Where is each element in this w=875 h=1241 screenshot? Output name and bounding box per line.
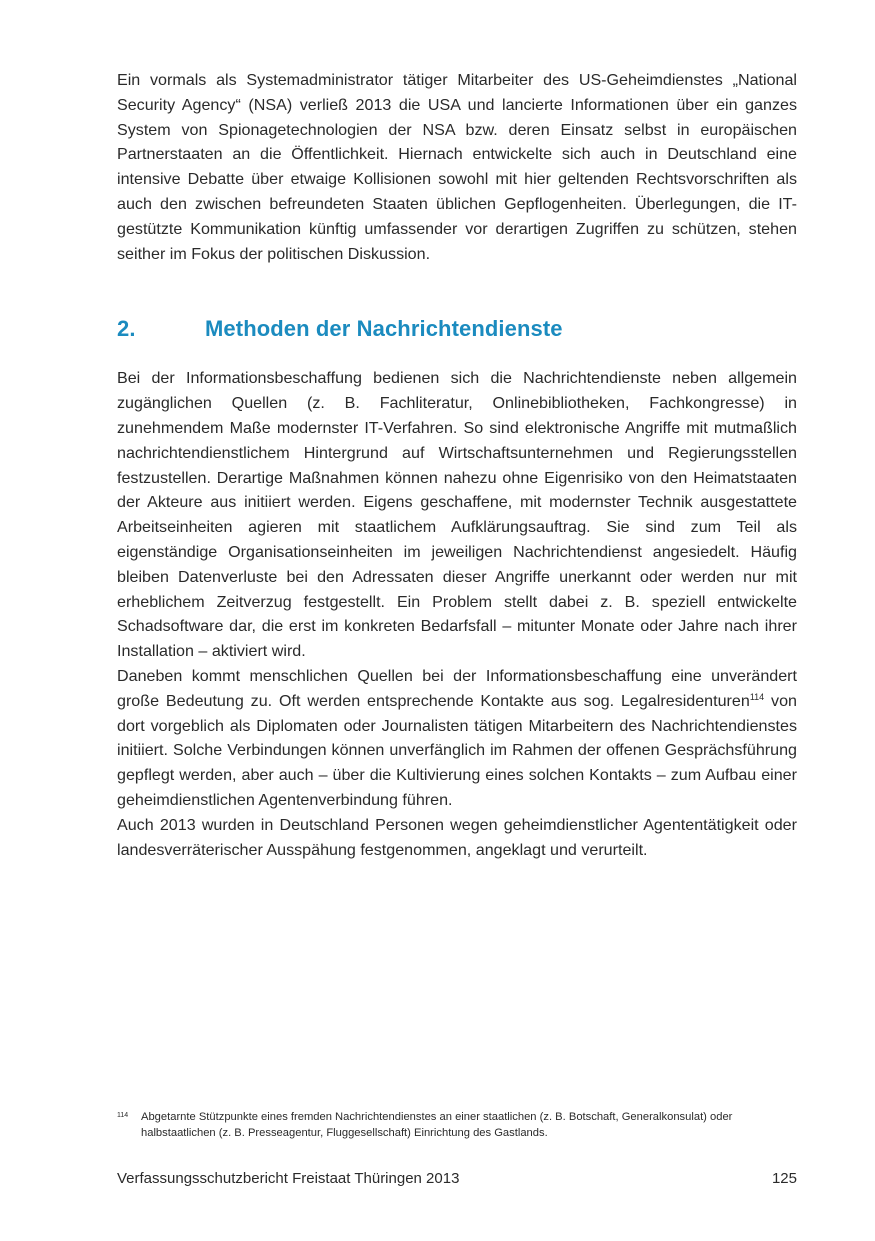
footnote-number: 114 — [117, 1112, 129, 1119]
page-footer — [117, 1170, 797, 1187]
paragraph-arrests: Auch 2013 wurden in Deutschland Personen wegen geheimdienstlicher Agententätigkeit oder landesverräterischer Ausspähung festgenommen, angeklagt und verurteilt. — [117, 815, 797, 859]
footer-page-number: 125 — [771, 1170, 797, 1187]
footnote-reference[interactable]: 114 — [749, 691, 765, 702]
paragraph-human-sources — [117, 664, 797, 813]
paragraph-methods: Bei der Informationsbeschaffung bedienen sich die Nachrichtendienste neben allgemein zugänglichen Quellen (z. B. Fachliteratur, Onlinebibliotheken, Fachkongresse) in zunehmendem Maße modernster IT-Verfahren. So sind elektronische Angriffe mit mutmaßlich nachrichtendienstlichem Hintergrund auf Wirtschaftsunternehmen und Regierungsstellen festzustellen. Derartige Maßnahmen können nahezu ohne Eigenrisiko von den Heimatstaaten der Akteure aus initiiert werden. Eigens geschaffene, mit modernster Technik ausgestattete Arbeitseinheiten agieren mit staatlichem Aufklärungsauftrag. Sie sind zum Teil als eigenständige Organisationseinheiten im jeweiligen Nachrichtendienst angesiedelt. Häufig bleiben Datenverluste bei den Adressaten dieser Angriffe unerkannt oder werden nur mit erheblichem Zeitverzug festgestellt. Ein Problem stellt dabei z. B. speziell entwickelte Schadsoftware dar, die erst im konkreten Bedarfsfall – mitunter Monate oder Jahre nach ihrer Installation – aktiviert wird. — [117, 369, 797, 661]
footer-publication-title: Verfassungsschutzbericht Freistaat Thüringen 2013 — [117, 1170, 460, 1187]
footnote-text: Abgetarnte Stützpunkte eines fremden Nachrichtendienstes an einer staatlichen (z. B. Botschaft, Generalkonsulat) oder halbstaatlichen (z. B. Presseagentur, Fluggesellschaft) Einrichtung des Gastlands. — [141, 1111, 733, 1139]
page-content — [117, 68, 797, 862]
paragraph-human-sources-part1: Daneben kommt menschlichen Quellen bei der Informationsbeschaffung eine unverändert große Bedeutung zu. Oft werden entsprechende Kontakte aus sog. Legalresidenturen — [117, 666, 797, 710]
footnote — [117, 1110, 797, 1141]
paragraph-intro: Ein vormals als Systemadministrator tätiger Mitarbeiter des US-Geheimdienstes „National Security Agency“ (NSA) verließ 2013 die USA und lancierte Informationen über ein ganzes System von Spionagetechnologien der NSA bzw. deren Einsatz selbst in europäischen Partnerstaaten an die Öffentlichkeit. Hiernach entwickelte sich auch in Deutschland eine intensive Debatte über etwaige Kollisionen sowohl mit hier geltenden Rechtsvorschriften als auch den zwischen befreundeten Staaten üblichen Gepflogenheiten. Überlegungen, die IT-gestützte Kommunikation künftig umfassender vor derartigen Zugriffen zu schützen, stehen seither im Fokus der politischen Diskussion. — [117, 71, 797, 263]
section-title: Methoden der Nachrichtendienste — [205, 316, 563, 342]
paragraph-human-sources-part2: von dort vorgeblich als Diplomaten oder Journalisten tätigen Mitarbeitern des Nachrichtendienstes initiiert. Solche Verbindungen können unverfänglich im Rahmen der offenen Gesprächsführung gepflegt werden, aber auch – über die Kultivierung eines solchen Kontakts – zum Aufbau einer geheimdienstlichen Agentenverbindung führen. — [117, 691, 798, 809]
section-heading — [117, 316, 797, 342]
section-number: 2. — [117, 316, 136, 342]
